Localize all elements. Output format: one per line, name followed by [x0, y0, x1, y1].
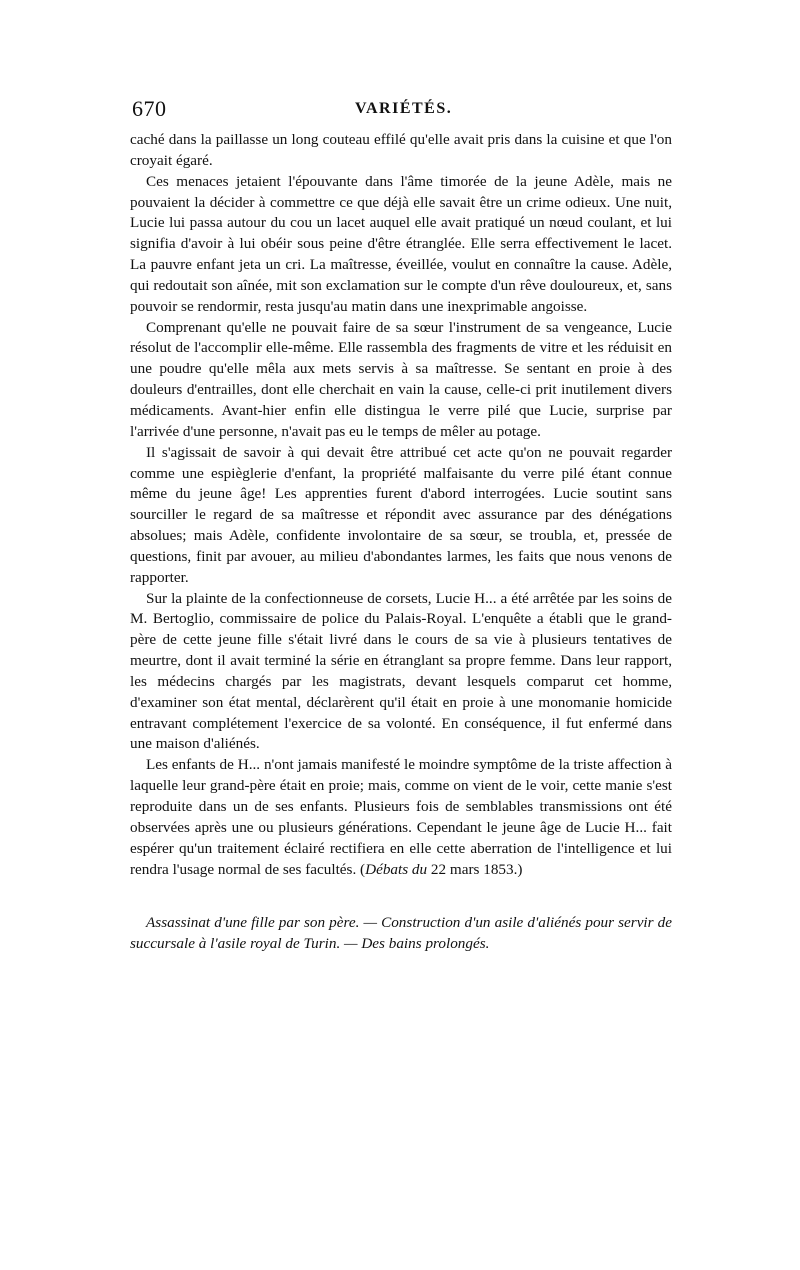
source-date: 22 mars 1853.)	[430, 860, 523, 878]
page-number: 670	[132, 96, 167, 121]
source-open: (	[360, 860, 366, 878]
paragraph: caché dans la paillasse un long couteau effilé qu'elle avait pris dans la cuisine et que l'on croyait égaré.	[130, 131, 672, 169]
running-head: VARIÉTÉS.	[355, 100, 453, 117]
paragraph: Il s'agissait de savoir à qui devait être attribué cet acte qu'on ne pouvait regarder comme une espièglerie d'enfant, la propriété malfaisante du verre pilé étant connue même du jeune âge! Les apprenties furent d'abord interrogées. Lucie soutint sans sourciller le regard de sa maîtresse et répondit avec assurance par des dénégations absolues; mais Adèle, confidente involontaire de sa sœur, se troubla, et, pressée de questions, finit par avouer, au milieu d'abondantes larmes, les faits que nous venons de rapporter.	[130, 443, 672, 586]
article-body	[130, 130, 672, 880]
paragraph: Sur la plainte de la confectionneuse de corsets, Lucie H... a été arrêtée par les soins de M. Bertoglio, commissaire de police du Palais-Royal. L'enquête a établi que le grand-père de cette jeune fille s'était livré dans le cours de sa vie à plusieurs tentatives de meurtre, dont il avait terminé la série en étranglant sa propre femme. Dans leur rapport, les médecins chargés par les magistrats, devant lesquels comparut cet homme, d'examiner son état mental, déclarèrent qu'il était en proie à une monomanie homicide entravant complétement l'exercice de sa volonté. En conséquence, il fut enfermé dans une maison d'aliénés.	[130, 589, 672, 753]
paragraph: Ces menaces jetaient l'épouvante dans l'âme timorée de la jeune Adèle, mais ne pouvaient la décider à commettre ce que déjà elle savait être un crime odieux. Une nuit, Lucie lui passa autour du cou un lacet auquel elle avait pratiqué un nœud coulant, et lui signifia d'avoir à lui obéir sous peine d'être étranglée. Elle serra effectivement le lacet. La pauvre enfant jeta un cri. La maîtresse, éveillée, voulut en connaître la cause. Adèle, qui redoutait son aînée, mit son exclamation sur le compte d'un rêve douloureux, et, sans pouvoir se rendormir, resta jusqu'au matin dans une inexprimable angoisse.	[130, 172, 672, 315]
paragraph	[130, 755, 672, 880]
paragraph-text: Les enfants de H... n'ont jamais manifesté le moindre symptôme de la triste affection à laquelle leur grand-père était en proie; mais, comme on vient de le voir, cette manie s'est reproduite dans un de ses enfants. Plusieurs fois de semblables transmissions ont été observées après une ou plusieurs générations. Cependant le jeune âge de Lucie H... fait espérer qu'un traitement éclairé rectifiera en elle cette aberration de l'intelligence et lui rendra l'usage normal de ses facultés.	[130, 756, 672, 878]
summary-text: Assassinat d'une fille par son père. — Construction d'un asile d'aliénés pour servir de succursale à l'asile royal de Turin. — Des bains prolongés.	[130, 914, 672, 953]
page-header	[130, 96, 672, 130]
next-article-summary	[130, 913, 672, 955]
book-page	[130, 96, 672, 955]
paragraph: Comprenant qu'elle ne pouvait faire de sa sœur l'instrument de sa vengeance, Lucie résolut de l'accomplir elle-même. Elle rassembla des fragments de vitre et les réduisit en une poudre qu'elle mêla aux mets servis à sa maîtresse. Se sentant en proie à des douleurs d'entrailles, dont elle cherchait en vain la cause, celle-ci prit inutilement divers médicaments. Avant-hier enfin elle distingua le verre pilé que Lucie, surprise par l'arrivée d'une personne, n'avait pas eu le temps de mêler au potage.	[130, 318, 672, 440]
source-title: Débats du	[365, 860, 428, 878]
